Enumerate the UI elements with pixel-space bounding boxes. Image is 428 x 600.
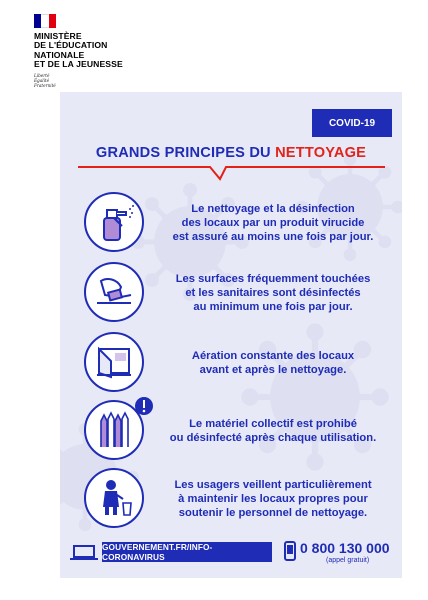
hand-wiping-surface-icon — [84, 262, 144, 322]
principle-item — [84, 192, 392, 258]
ministry-line: NATIONALE — [34, 49, 85, 60]
ministry-line: MINISTÈRE — [34, 31, 82, 41]
ministry-line: DE L'ÉDUCATION — [34, 40, 108, 51]
title-part1: GRANDS PRINCIPES DU — [95, 145, 276, 161]
principle-text: Aération constante des locaux avant et après le nettoyage. — [191, 350, 355, 376]
principle-item — [84, 400, 392, 466]
principle-text: Les surfaces fréquemment touchées et les sanitaires sont désinfectés au minimum une fois par jour. — [175, 273, 371, 313]
website-link[interactable]: GOUVERNEMENT.FR/INFO-CORONAVIRUS — [102, 542, 272, 562]
poster-title — [60, 145, 402, 161]
principle-item — [84, 332, 392, 398]
ministry-header — [34, 14, 123, 88]
phone-number[interactable]: 0 800 130 000 — [300, 540, 390, 556]
principle-item — [84, 468, 392, 534]
cleaning-poster — [60, 92, 402, 578]
motto-line: Fraternité — [34, 82, 56, 88]
open-window-icon — [84, 332, 144, 392]
ministry-name — [34, 32, 123, 70]
french-flag-icon — [34, 14, 56, 28]
poster-footer — [70, 540, 394, 572]
principle-text: Le matériel collectif est prohibé ou désinfecté après chaque utilisation. — [169, 418, 377, 444]
ministry-line: ET DE LA JEUNESSE — [34, 59, 123, 70]
motto-line: Égalité — [34, 77, 50, 83]
motto-line: Liberté — [34, 72, 50, 78]
warning-icon — [134, 396, 154, 416]
republic-motto — [34, 73, 123, 88]
principle-text: Le nettoyage et la désinfection des locaux par un produit virucide est assuré au moins une fois par jour. — [172, 203, 374, 243]
title-underline — [78, 165, 385, 181]
covid-badge: COVID-19 — [312, 109, 392, 137]
child-trash-bin-icon — [84, 468, 144, 528]
spray-bottle-icon — [84, 192, 144, 252]
laptop-icon — [70, 545, 98, 561]
principle-text: Les usagers veillent particulièrement à maintenir les locaux propres pour soutenir le personnel de nettoyage. — [174, 479, 372, 519]
title-part2: NETTOYAGE — [275, 145, 367, 161]
phone-note: (appel gratuit) — [326, 557, 370, 564]
phone-icon — [284, 541, 296, 561]
principle-item — [84, 262, 392, 328]
